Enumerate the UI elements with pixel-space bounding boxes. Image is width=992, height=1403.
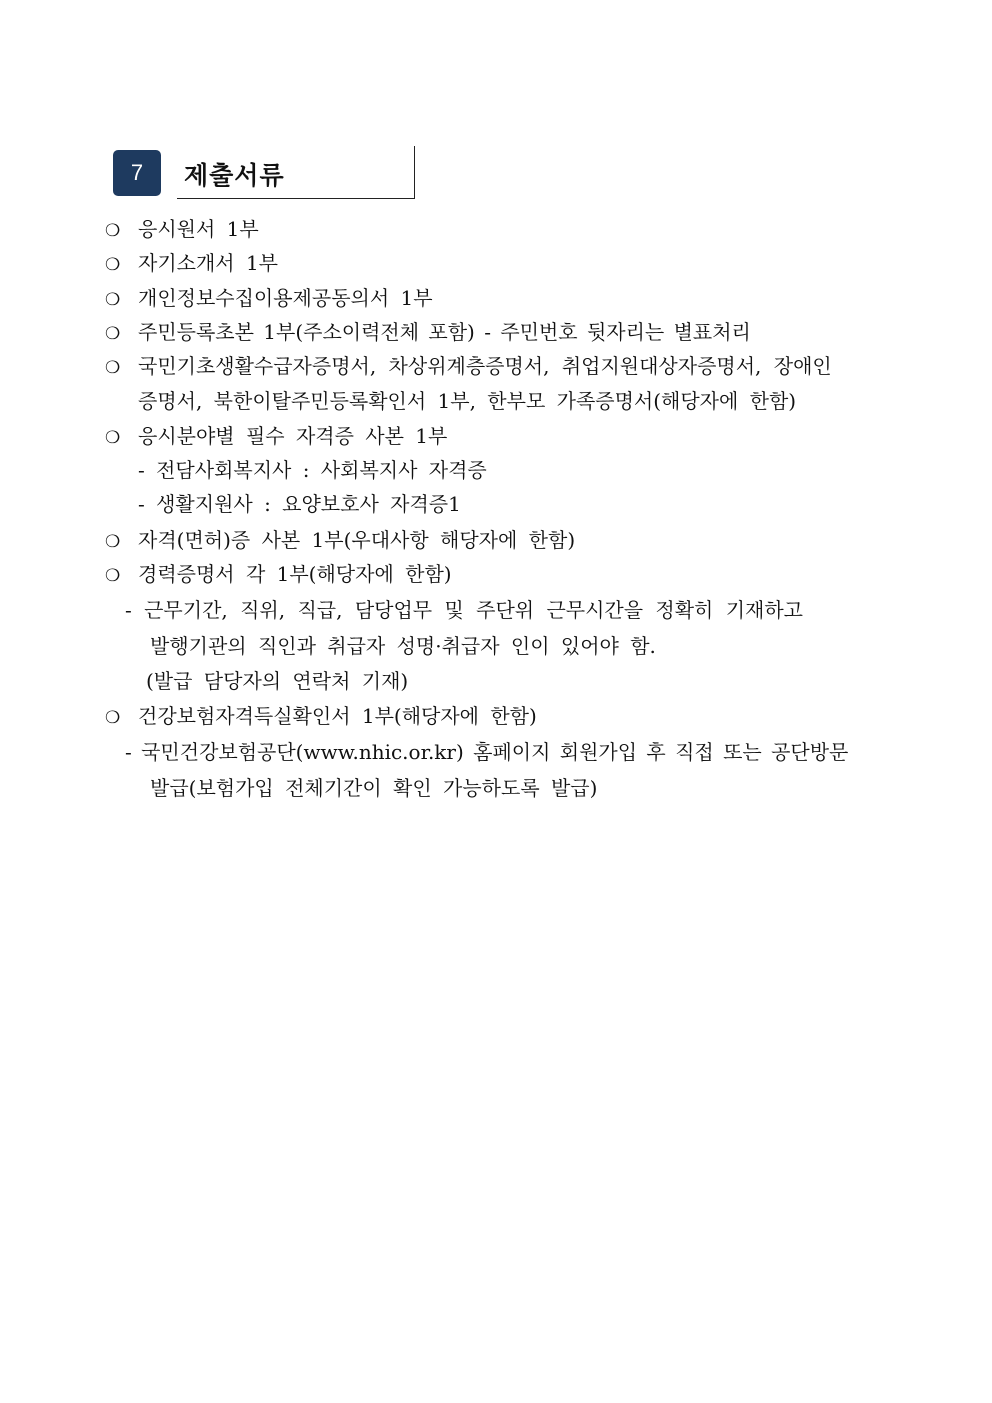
- sub-item-continuation: 발행기관의 직인과 취급자 성명·취급자 인이 있어야 함.: [150, 634, 656, 658]
- bullet-icon: ❍: [105, 566, 121, 586]
- list-item: [105, 423, 447, 451]
- section-header: [113, 146, 416, 200]
- list-item: [105, 703, 537, 731]
- sub-item-continuation: 발급(보험가입 전체기간이 확인 가능하도록 발급): [150, 776, 598, 800]
- item-text: 건강보험자격득실확인서 1부(해당자에 한함): [138, 704, 537, 728]
- bullet-icon: ❍: [105, 324, 121, 344]
- section-title-box: [177, 146, 415, 199]
- list-item: [105, 216, 259, 244]
- item-text: 국민기초생활수급자증명서, 차상위계층증명서, 취업지원대상자증명서, 장애인: [138, 354, 832, 378]
- sub-item: - 전담사회복지사 : 사회복지사 자격증: [138, 458, 487, 482]
- item-text: 응시분야별 필수 자격증 사본 1부: [138, 424, 448, 448]
- item-text: 경력증명서 각 1부(해당자에 한함): [138, 562, 452, 586]
- list-item: [105, 285, 433, 313]
- sub-item-continuation: (발급 담당자의 연락처 기재): [146, 669, 409, 693]
- list-item: [105, 353, 832, 381]
- sub-item: - 국민건강보험공단(www.nhic.or.kr) 홈페이지 회원가입 후 직접 또는 공단방문: [125, 740, 849, 764]
- list-item: [105, 319, 751, 347]
- bullet-icon: ❍: [105, 221, 121, 241]
- bullet-icon: ❍: [105, 708, 121, 728]
- item-text: 개인정보수집이용제공동의서 1부: [138, 286, 433, 310]
- item-text: 자기소개서 1부: [138, 251, 279, 275]
- list-item: [105, 561, 452, 589]
- list-item: [105, 527, 575, 555]
- sub-item: - 근무기간, 직위, 직급, 담당업무 및 주단위 근무시간을 정확히 기재하고: [125, 598, 804, 622]
- bullet-icon: ❍: [105, 255, 121, 275]
- item-continuation: 증명서, 북한이탈주민등록확인서 1부, 한부모 가족증명서(해당자에 한함): [138, 389, 797, 413]
- bullet-icon: ❍: [105, 358, 121, 378]
- bullet-icon: ❍: [105, 290, 121, 310]
- section-title: 제출서류: [184, 161, 285, 190]
- item-text: 응시원서 1부: [138, 217, 259, 241]
- bullet-icon: ❍: [105, 428, 121, 448]
- item-text: 자격(면허)증 사본 1부(우대사항 해당자에 한함): [138, 528, 576, 552]
- bullet-icon: ❍: [105, 532, 121, 552]
- list-item: [105, 250, 278, 278]
- item-text: 주민등록초본 1부(주소이력전체 포함) - 주민번호 뒷자리는 별표처리: [138, 320, 751, 344]
- sub-item: - 생활지원사 : 요양보호사 자격증1: [138, 492, 461, 516]
- section-number-badge: 7: [113, 150, 161, 196]
